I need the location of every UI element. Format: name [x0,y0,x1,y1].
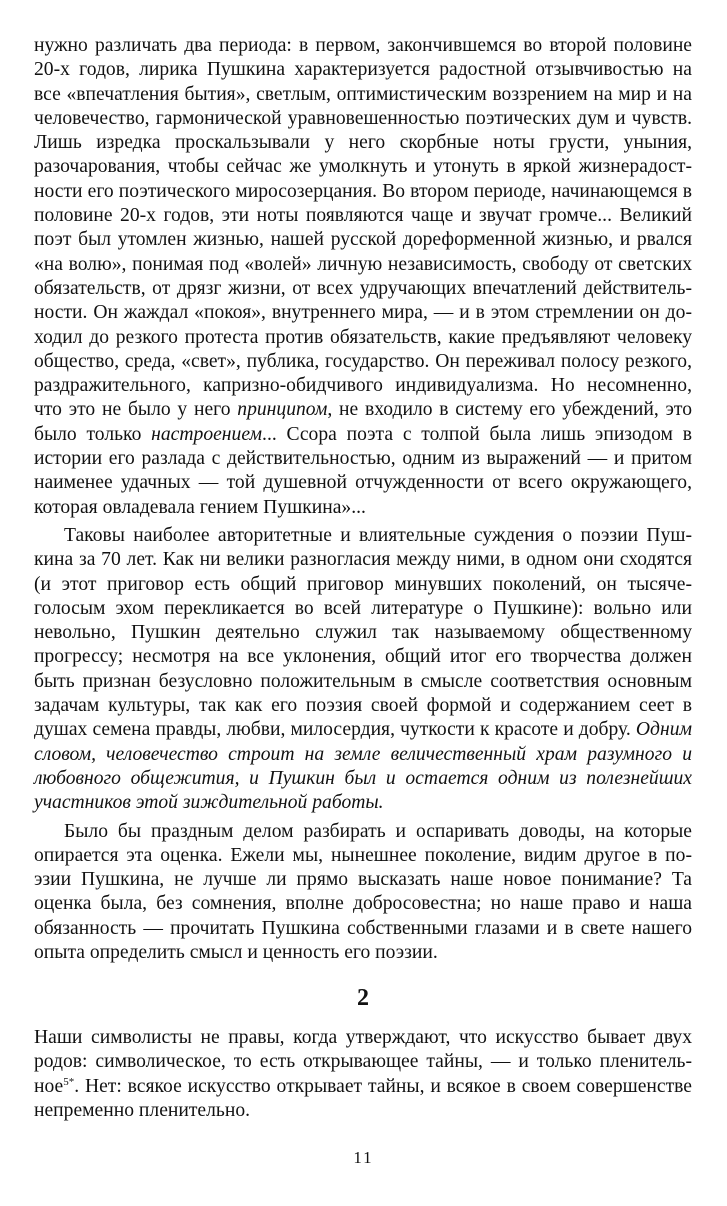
page-number: 11 [353,1148,374,1167]
italic-text-run: принципом [237,399,328,421]
section-text-before-note: Наши символисты не правы, когда утверждают, что искусство бывает двух родов: символическое, то есть открывающее тайны, — и только пленительное [34,1027,692,1097]
section-text-after-note: . Нет: всякое искусство открывает тайны, и всякое в своем совершенстве непременно пленительно. [34,1075,692,1121]
italic-text-run: настроением [151,423,263,445]
section-2-paragraph [34,1026,692,1123]
paragraph-summary [34,524,692,816]
section-number: 2 [357,985,369,1011]
text-run: Было бы праздным делом разбирать и оспаривать доводы, на которые опирается эта оценка. Ежели мы, нынешнее поколение, видим другое в поэзии Пушкина, не лучше ли прямо высказать наше новое понимание? Та оценка была, без сомнения, вполне добросовестна; но наше право и наша обязанность — прочитать Пушкина собственными глазами и в свете нашего опыта определить смысл и ценность его поэзии. [34,820,692,963]
text-run: нужно различать два периода: в первом, закончившемся во второй половине 20-х годов, лирика Пушкина характеризуется радостной отзывчивостью на все «впечатления бытия», светлым, оптимистическим воззрением на мир и на человечество, гармонической уравновешенностью поэтических дум и чувств. Лишь изредка проскальзывали у него скорбные ноты грусти, уныния, разочарования, чтобы сейчас же умолкнуть и утонуть в яркой жизнерадостности его поэтического миросозерцания. Во втором периоде, начинающемся в половине 20-х годов, эти ноты появляются чаще и звучат громче... Великий поэт был утомлен жизнью, нашей русской дореформенной жизнью, и рвался «на волю», понимая под «волей» личную независимость, свободу от светских обязательств, от дрязг жизни, от всех удручающих впечатлений действительности. Он жаждал «покоя», внутреннего мира, — и в этом стремлении он доходил до резкого протеста против обязательств, какие предъявляют человеку общество, среда, «свет», публика, государство. Он переживал полосу резкого, раздражительного, капризно-обидчивого индивидуализма. Но несомненно, что это не было у него [34,35,692,421]
book-page [34,34,692,1121]
paragraph-conclusion [34,820,692,966]
footnote-marker[interactable]: 5* [63,1075,75,1088]
paragraph-quote-end [34,34,692,520]
text-run: ... Ссора поэта с толпой была лишь эпизодом в истории его разлада с действительностью, одним из выражений — и притом наименее удачных — той душевной отчужденности от всего окружающего, которая овладевала гением Пушкина»... [34,423,692,518]
italic-text-run: Одним словом, человечество строит на земле величественный храм разумного и любовного общежития, и Пушкин был и остается одним из полезнейших участников этой зиждительной работы. [34,719,692,814]
text-run: Таковы наиболее авторитетные и влиятельные суждения о поэзии Пушкина за 70 лет. Как ни велики разногласия между ними, в одном они сходятся (и этот приговор есть общий приговор минувших поколений, он тысячеголосым эхом перекликается во всей литературе о Пушкине): вольно или невольно, Пушкин деятельно служил так называемому общественному прогрессу; несмотря на все уклонения, общий итог его творчества должен быть признан безусловно положительным в смысле соответствия основным задачам культуры, так как его поэзия своей формой и содержанием сеет в душах семена правды, любви, милосердия, чуткости к красоте и добру. [34,524,692,741]
text-run: , не входило в систему его убеждений, это было только [34,399,692,445]
